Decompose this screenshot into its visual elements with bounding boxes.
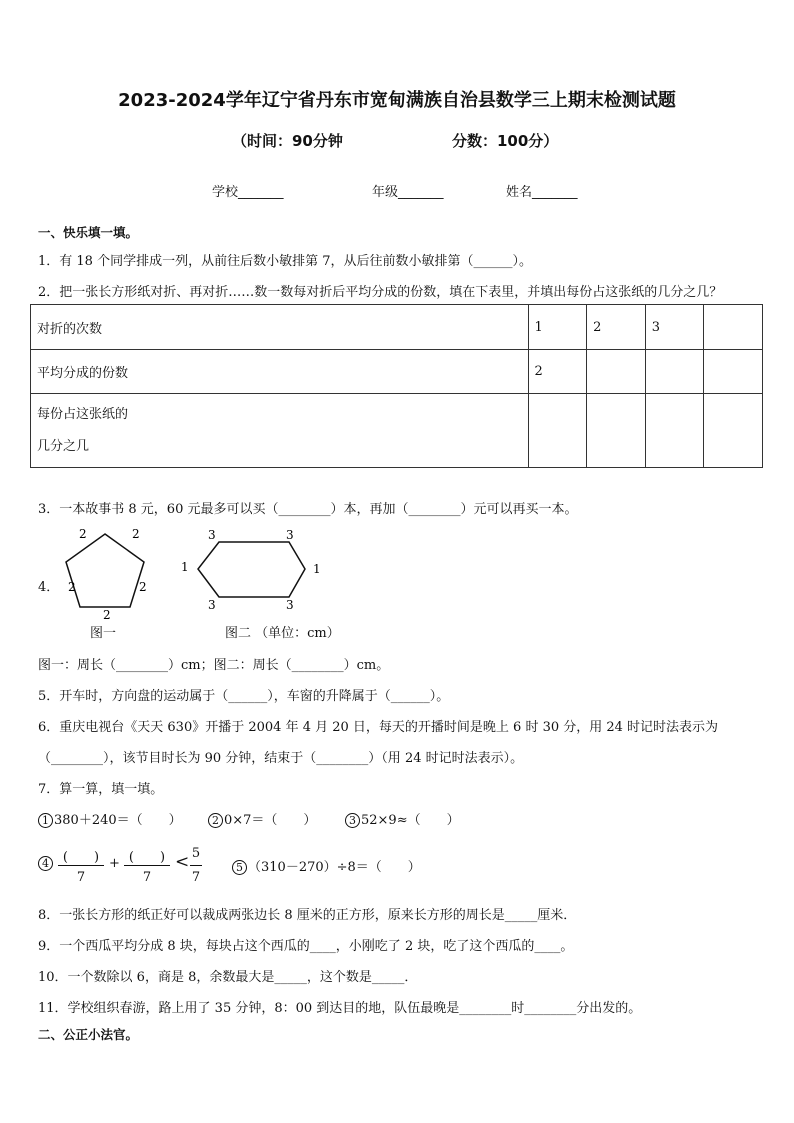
calc-5 bbox=[232, 856, 421, 875]
calc-2 bbox=[208, 809, 316, 828]
fraction-numerator[interactable]: ( ) bbox=[128, 850, 166, 865]
circled-number: 2 bbox=[208, 813, 223, 828]
fraction-denominator: 7 bbox=[142, 870, 152, 885]
calc-expression: 380＋240＝（ ） bbox=[54, 813, 182, 828]
row-label-fraction-line2: 几分之几 bbox=[37, 438, 90, 454]
page-title: 2023-2024学年辽宁省丹东市宽甸满族自治县数学三上期末检测试题 bbox=[118, 90, 676, 111]
question-10: 10．一个数除以 6，商是 8，余数最大是_____，这个数是_____． bbox=[38, 970, 418, 985]
fraction-numerator: 5 bbox=[191, 846, 201, 861]
circled-number: 1 bbox=[38, 813, 53, 828]
answer-cell[interactable] bbox=[587, 394, 646, 468]
cell[interactable] bbox=[645, 350, 704, 394]
cell[interactable] bbox=[587, 350, 646, 394]
circled-number: 3 bbox=[345, 813, 360, 828]
fraction-denominator: 7 bbox=[76, 870, 86, 885]
question-9: 9．一个西瓜平均分成 8 块，每块占这个西瓜的____，小刚吃了 2 块，吃了这个西瓜的____。 bbox=[38, 939, 574, 954]
pentagon-side-label: 2 bbox=[139, 580, 147, 594]
row-label-fraction-line1: 每份占这张纸的 bbox=[37, 406, 129, 422]
question-2: 2．把一张长方形纸对折、再对折……数一数每对折后平均分成的份数，填在下表里，并填出每份占这张纸的几分之几？ bbox=[38, 285, 723, 300]
cell: 2 bbox=[528, 350, 587, 394]
hexagon-side-label: 3 bbox=[208, 598, 216, 612]
circled-number: 4 bbox=[38, 856, 53, 871]
less-than-sign: < bbox=[175, 852, 190, 872]
hexagon-side-label: 1 bbox=[313, 562, 321, 576]
pentagon-side-label: 2 bbox=[68, 580, 76, 594]
fraction-bar bbox=[124, 865, 170, 866]
calc-expression: 52×9≈（ ） bbox=[361, 813, 460, 828]
calc-1 bbox=[38, 809, 182, 828]
answer-cell[interactable] bbox=[645, 394, 704, 468]
row-label-fraction bbox=[31, 394, 529, 468]
grade-field[interactable]: 年级_______ bbox=[372, 185, 444, 200]
cell: 1 bbox=[528, 305, 587, 350]
answer-cell[interactable] bbox=[704, 394, 763, 468]
plus-sign: + bbox=[109, 856, 120, 871]
hexagon-side-label: 3 bbox=[208, 528, 216, 542]
pentagon-side-label: 2 bbox=[132, 527, 140, 541]
question-4-answer: 图一：周长（________）cm；图二：周长（________）cm。 bbox=[38, 658, 390, 673]
cell: 2 bbox=[587, 305, 646, 350]
circled-number: 5 bbox=[232, 860, 247, 875]
calc-expression: （310－270）÷8＝（ ） bbox=[248, 860, 421, 875]
answer-cell[interactable] bbox=[528, 394, 587, 468]
pentagon-figure bbox=[66, 534, 144, 607]
question-1: 1．有 18 个同学排成一列，从前往后数小敏排第 7，从后往前数小敏排第（______）。 bbox=[38, 254, 532, 269]
question-5: 5．开车时，方向盘的运动属于（______），车窗的升降属于（______）。 bbox=[38, 689, 450, 704]
question-11: 11．学校组织春游，路上用了 35 分钟，8：00 到达目的地，队伍最晚是________时________分出发的。 bbox=[38, 1001, 642, 1016]
calc-4-label bbox=[38, 856, 54, 871]
school-field[interactable]: 学校_______ bbox=[212, 185, 284, 200]
calc-3 bbox=[345, 809, 460, 828]
hexagon-side-label: 1 bbox=[181, 560, 189, 574]
fraction-bar bbox=[190, 865, 202, 866]
question-6-line1: 6．重庆电视台《天天 630》开播于 2004 年 4 月 20 日，每天的开播时间是晚上 6 时 30 分，用 24 时记时法表示为 bbox=[38, 720, 719, 735]
cell[interactable] bbox=[704, 305, 763, 350]
cell: 3 bbox=[645, 305, 704, 350]
fraction-denominator: 7 bbox=[191, 870, 201, 885]
figure-2-caption: 图二 （单位：cm） bbox=[225, 626, 340, 641]
question-4-number: 4． bbox=[38, 580, 60, 595]
question-3: 3．一本故事书 8 元，60 元最多可以买（________）本，再加（________）元可以再买一本。 bbox=[38, 502, 578, 517]
hexagon-figure bbox=[198, 542, 305, 597]
calc-expression: 0×7＝（ ） bbox=[224, 813, 317, 828]
exam-score: 分数：100分） bbox=[452, 132, 559, 150]
pentagon-side-label: 2 bbox=[79, 527, 87, 541]
hexagon-side-label: 3 bbox=[286, 598, 294, 612]
section-2-heading: 二、公正小法官。 bbox=[38, 1027, 139, 1042]
fraction-numerator[interactable]: ( ) bbox=[62, 850, 100, 865]
question-8: 8．一张长方形的纸正好可以裁成两张边长 8 厘米的正方形，原来长方形的周长是_____厘米． bbox=[38, 908, 577, 923]
section-1-heading: 一、快乐填一填。 bbox=[38, 225, 139, 240]
question-7-heading: 7．算一算，填一填。 bbox=[38, 782, 164, 797]
exam-time: （时间：90分钟 bbox=[232, 132, 343, 150]
row-label-folds: 对折的次数 bbox=[31, 305, 529, 350]
pentagon-side-label: 2 bbox=[103, 608, 111, 622]
q4-figures bbox=[55, 523, 365, 623]
folding-table bbox=[30, 304, 763, 468]
name-field[interactable]: 姓名_______ bbox=[506, 185, 578, 200]
fraction-bar bbox=[58, 865, 104, 866]
hexagon-side-label: 3 bbox=[286, 528, 294, 542]
row-label-parts: 平均分成的份数 bbox=[31, 350, 529, 394]
cell[interactable] bbox=[704, 350, 763, 394]
question-6-line2: （________），该节目时长为 90 分钟，结束于（________）（用 24 时记时法表示）。 bbox=[38, 751, 524, 766]
figure-1-caption: 图一 bbox=[90, 626, 117, 641]
